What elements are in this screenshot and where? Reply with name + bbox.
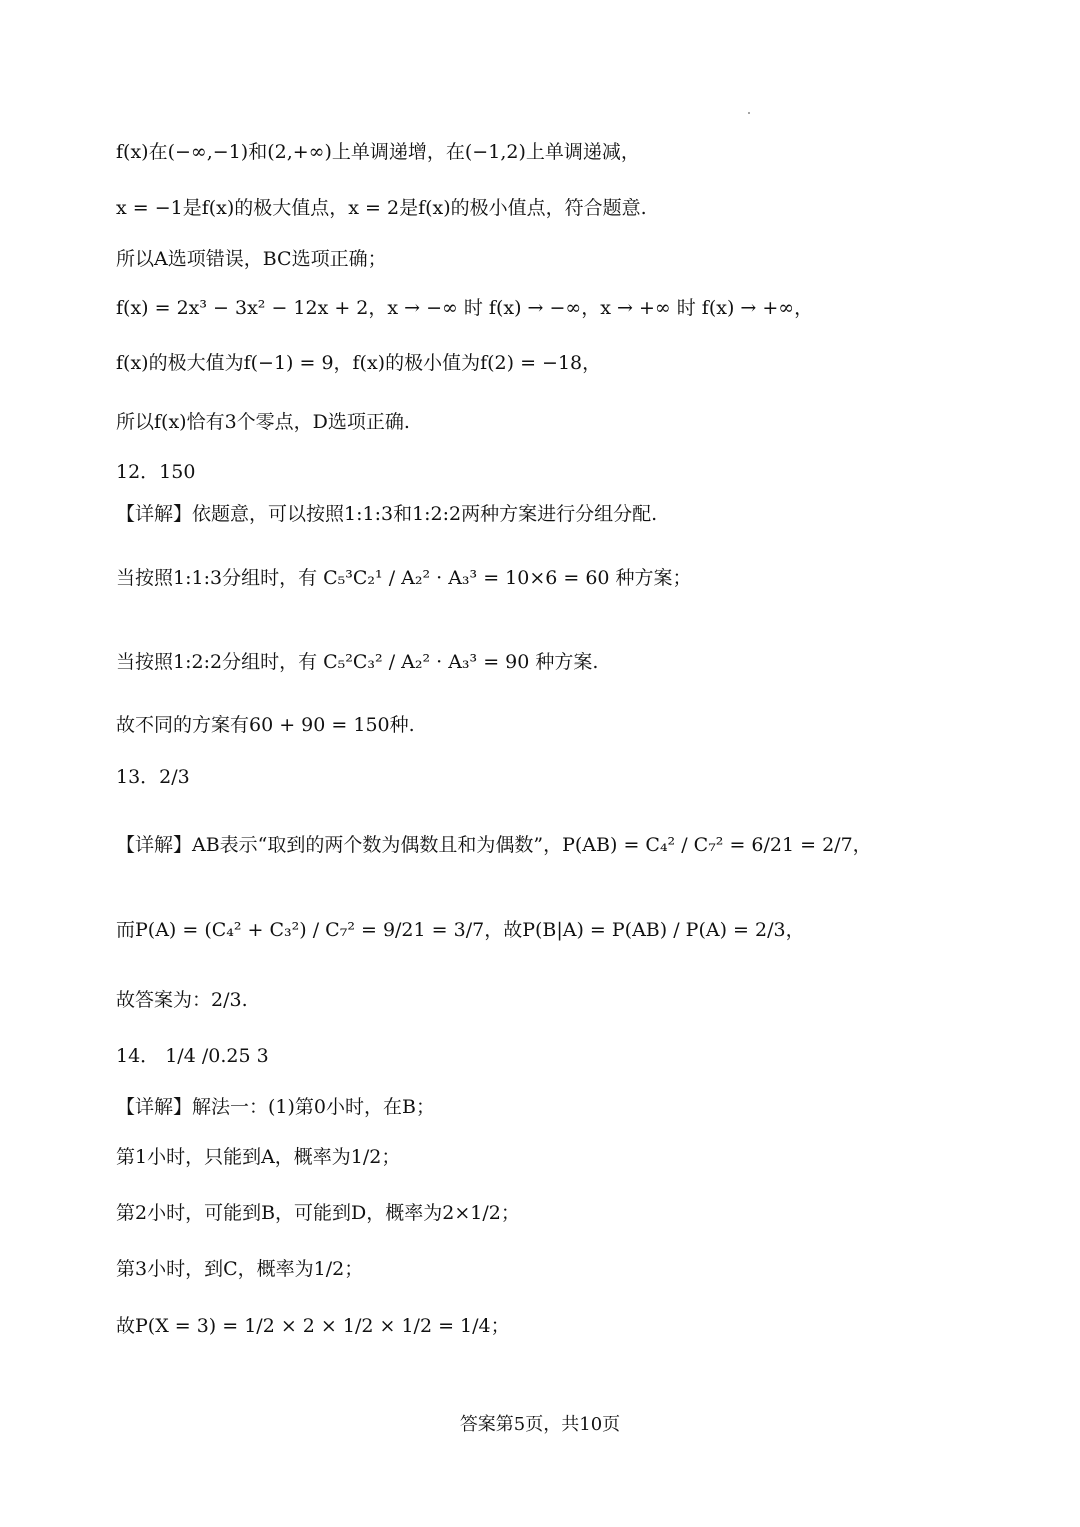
- question-13-answer: 13．2/3: [116, 766, 190, 788]
- text-line-15: 故答案为：2/3.: [116, 989, 248, 1011]
- text-line-1: f(x)在(−∞,−1)和(2,+∞)上单调递增，在(−1,2)上单调递减，: [116, 141, 640, 163]
- page-footer: 答案第5页，共10页: [459, 1414, 621, 1435]
- question-14-answer: 14． 1/4 /0.25 3: [116, 1045, 269, 1067]
- text-line-11: 故不同的方案有60 + 90 = 150种.: [116, 714, 415, 736]
- scan-speck: [748, 112, 750, 114]
- question-12-answer: 12．150: [116, 461, 196, 483]
- text-line-21: 故P(X = 3) = 1/2 × 2 × 1/2 × 1/2 = 1/4；: [116, 1315, 510, 1337]
- text-line-4: f(x) = 2x³ − 3x² − 12x + 2，x → −∞ 时 f(x) → −∞，x → +∞ 时 f(x) → +∞，: [116, 297, 814, 319]
- text-line-13: 【详解】AB表示“取到的两个数为偶数且和为偶数”，P(AB) = C₄² / C₇² = 6/21 = 2/7，: [116, 834, 872, 856]
- text-line-18: 第1小时，只能到A，概率为1/2；: [116, 1146, 401, 1168]
- text-line-5: f(x)的极大值为f(−1) = 9，f(x)的极小值为f(2) = −18，: [116, 352, 602, 374]
- text-line-6: 所以f(x)恰有3个零点，D选项正确.: [116, 411, 410, 433]
- text-line-8: 【详解】依题意，可以按照1:1:3和1:2:2两种方案进行分组分配.: [116, 503, 658, 525]
- text-line-17: 【详解】解法一：(1)第0小时，在B；: [116, 1096, 435, 1118]
- text-line-10: 当按照1:2:2分组时，有 C₅²C₃² / A₂² · A₃³ = 90 种方案.: [116, 651, 599, 673]
- text-line-20: 第3小时，到C，概率为1/2；: [116, 1258, 364, 1280]
- text-line-14: 而P(A) = (C₄² + C₃²) / C₇² = 9/21 = 3/7，故P(B|A) = P(AB) / P(A) = 2/3，: [116, 919, 805, 941]
- text-line-2: x = −1是f(x)的极大值点，x = 2是f(x)的极小值点，符合题意.: [116, 197, 647, 219]
- text-line-3: 所以A选项错误，BC选项正确；: [116, 248, 387, 270]
- text-line-19: 第2小时，可能到B，可能到D，概率为2×1/2；: [116, 1202, 520, 1224]
- text-line-9: 当按照1:1:3分组时，有 C₅³C₂¹ / A₂² · A₃³ = 10×6 = 60 种方案；: [116, 567, 692, 589]
